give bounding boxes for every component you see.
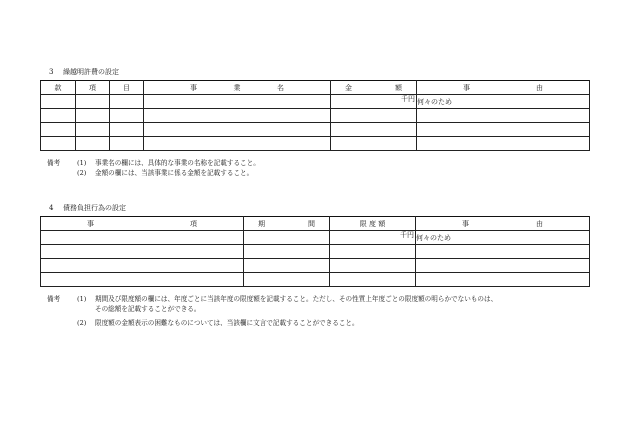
section3-row [41, 137, 590, 151]
header-jiyu-char2: 由 [536, 219, 543, 228]
note-item [47, 318, 497, 328]
note-text: 金額の欄には、当該事業に係る金額を記載すること。 [95, 169, 254, 177]
section4-title [49, 204, 126, 213]
section3-number: 3 [49, 68, 54, 76]
note-item [47, 158, 260, 168]
note-index: (1) [77, 295, 87, 303]
header-gendogaku: 限 度 額 [330, 217, 416, 231]
section3-row [41, 95, 590, 109]
header-jiyu-char1: 事 [463, 83, 470, 92]
header-kingaku-char1: 金 [345, 83, 352, 92]
section3-table [40, 80, 590, 151]
header-moku: 目 [110, 81, 144, 95]
section4-number: 4 [49, 204, 54, 212]
header-jigyo-char2: 業 [233, 83, 241, 92]
section4-header-row [41, 217, 590, 231]
unit-label: 千円 [400, 231, 414, 239]
notes-label: 備考 [47, 159, 61, 167]
cell [41, 245, 244, 259]
notes-label: 備考 [47, 295, 61, 303]
cell [110, 109, 144, 123]
header-jikou [41, 217, 244, 231]
cell [330, 273, 416, 287]
section4-row [41, 259, 590, 273]
reason-cell: 何々のため [416, 231, 590, 245]
cell [244, 231, 330, 245]
cell [110, 123, 144, 137]
section4-table [40, 216, 590, 287]
cell [416, 245, 590, 259]
header-jiyu-char2: 由 [536, 83, 543, 92]
cell [417, 137, 590, 151]
header-jigyo-char3: 名 [277, 83, 284, 92]
section3-title-text: 繰越明許費の設定 [63, 68, 119, 76]
cell [244, 245, 330, 259]
header-jikou-char1: 事 [87, 219, 94, 228]
section3-row [41, 123, 590, 137]
note-index: (1) [77, 159, 87, 167]
cell [41, 123, 76, 137]
section4-row [41, 231, 590, 245]
header-kikan-char1: 期 [258, 219, 265, 228]
header-jigyo [144, 81, 331, 95]
header-jiyu [416, 217, 590, 231]
cell [416, 259, 590, 273]
note-index: (2) [77, 169, 87, 177]
header-kingaku-char2: 額 [395, 83, 402, 92]
cell [76, 95, 110, 109]
section4-title-text: 債務負担行為の設定 [63, 204, 126, 212]
header-jigyo-char1: 事 [190, 83, 197, 92]
header-kou: 項 [76, 81, 110, 95]
cell [144, 109, 331, 123]
section3-notes [47, 158, 260, 178]
limit-cell [330, 231, 416, 245]
section4-row [41, 273, 590, 287]
cell [244, 273, 330, 287]
cell [144, 123, 331, 137]
note-text: 限度額の金額表示の困難なものについては、当該欄に文言で記載することができること。 [95, 319, 359, 327]
section3-header-row [41, 81, 590, 95]
note-continuation: その総額を記載することができる。 [95, 305, 201, 313]
header-jikou-char2: 項 [190, 219, 197, 228]
cell [144, 137, 331, 151]
header-kikan-char2: 間 [308, 219, 315, 228]
cell [331, 109, 417, 123]
cell [244, 259, 330, 273]
reason-cell: 何々のため [417, 95, 590, 109]
header-jiyu [417, 81, 590, 95]
amount-cell [331, 95, 417, 109]
cell [417, 109, 590, 123]
cell [41, 273, 244, 287]
section4-row [41, 245, 590, 259]
cell [417, 123, 590, 137]
cell [76, 123, 110, 137]
cell [76, 137, 110, 151]
header-jiyu-char1: 事 [462, 219, 469, 228]
cell [41, 95, 76, 109]
section4-notes [47, 294, 497, 328]
cell [76, 109, 110, 123]
header-kan: 款 [41, 81, 76, 95]
section3-title [49, 68, 119, 77]
cell [41, 137, 76, 151]
cell [41, 259, 244, 273]
cell [110, 137, 144, 151]
unit-label: 千円 [401, 95, 415, 103]
header-kikan [244, 217, 330, 231]
cell [331, 137, 417, 151]
note-item [47, 168, 260, 178]
cell [416, 273, 590, 287]
cell [330, 259, 416, 273]
cell [331, 123, 417, 137]
note-index: (2) [77, 319, 87, 327]
cell [110, 95, 144, 109]
note-text: 事業名の欄には、具体的な事業の名称を記載すること。 [95, 159, 260, 167]
cell [330, 245, 416, 259]
cell [144, 95, 331, 109]
cell [41, 109, 76, 123]
section3-row [41, 109, 590, 123]
note-text: 期間及び限度額の欄には、年度ごとに当該年度の限度額を記載すること。ただし、その性質上年度ごとの限度額の明らかでないものは、 [95, 295, 498, 303]
cell [41, 231, 244, 245]
header-kingaku [331, 81, 417, 95]
note-item [47, 294, 497, 304]
